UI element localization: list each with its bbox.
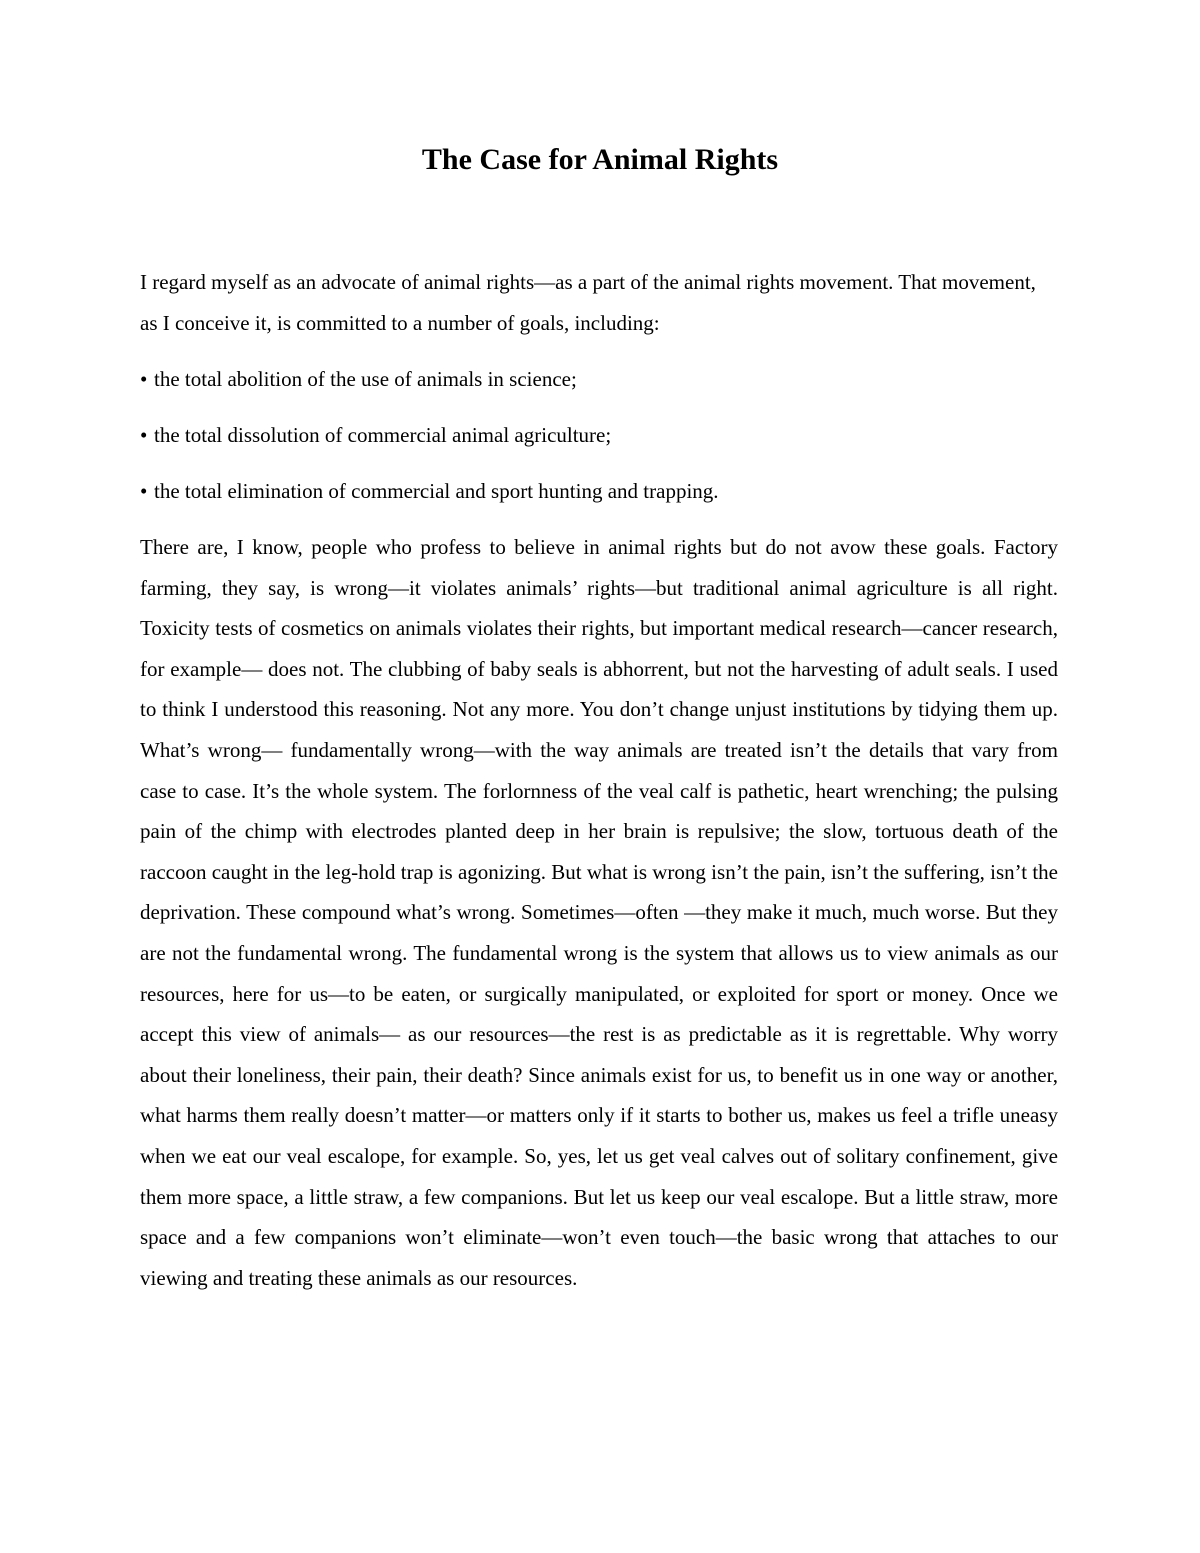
goal-item <box>140 359 1058 400</box>
document-body <box>140 262 1058 1298</box>
goal-item <box>140 415 1058 456</box>
document-title: The Case for Animal Rights <box>421 143 779 176</box>
bullet-mark: • <box>140 423 148 447</box>
goal-text: the total elimination of commercial and sport hunting and trapping. <box>154 479 719 503</box>
goal-text: the total abolition of the use of animals in science; <box>154 367 577 391</box>
goal-item <box>140 471 1058 512</box>
main-paragraph: There are, I know, people who profess to believe in animal rights but do not avow these goals. Factory farming, they say, is wrong—it violates animals’ rights—but traditional animal agriculture is all right. Toxicity tests of cosmetics on animals violates their rights, but important medical research—cancer research, for example— does not. The clubbing of baby seals is abhorrent, but not the harvesting of adult seals. I used to think I understood this reasoning. Not any more. You don’t change unjust institutions by tidying them up. What’s wrong— fundamentally wrong—with the way animals are treated isn’t the details that vary from case to case. It’s the whole system. The forlornness of the veal calf is pathetic, heart wrenching; the pulsing pain of the chimp with electrodes planted deep in her brain is repulsive; the slow, tortuous death of the raccoon caught in the leg-hold trap is agonizing. But what is wrong isn’t the pain, isn’t the suffering, isn’t the deprivation. These compound what’s wrong. Sometimes—often —they make it much, much worse. But they are not the fundamental wrong. The fundamental wrong is the system that allows us to view animals as our resources, here for us—to be eaten, or surgically manipulated, or exploited for sport or money. Once we accept this view of animals— as our resources—the rest is as predictable as it is regrettable. Why worry about their loneliness, their pain, their death? Since animals exist for us, to benefit us in one way or another, what harms them really doesn’t matter—or matters only if it starts to bother us, makes us feel a trifle uneasy when we eat our veal escalope, for example. So, yes, let us get veal calves out of solitary confinement, give them more space, a little straw, a few companions. But let us keep our veal escalope. But a little straw, more space and a few companions won’t eliminate—won’t even touch—the basic wrong that attaches to our viewing and treating these animals as our resources. <box>140 535 1058 1290</box>
bullet-mark: • <box>140 367 148 391</box>
bullet-mark: • <box>140 479 148 503</box>
intro-paragraph: I regard myself as an advocate of animal rights—as a part of the animal rights movement. That movement, as I conceive it, is committed to a number of goals, including: <box>140 270 1036 335</box>
goal-text: the total dissolution of commercial animal agriculture; <box>154 423 612 447</box>
